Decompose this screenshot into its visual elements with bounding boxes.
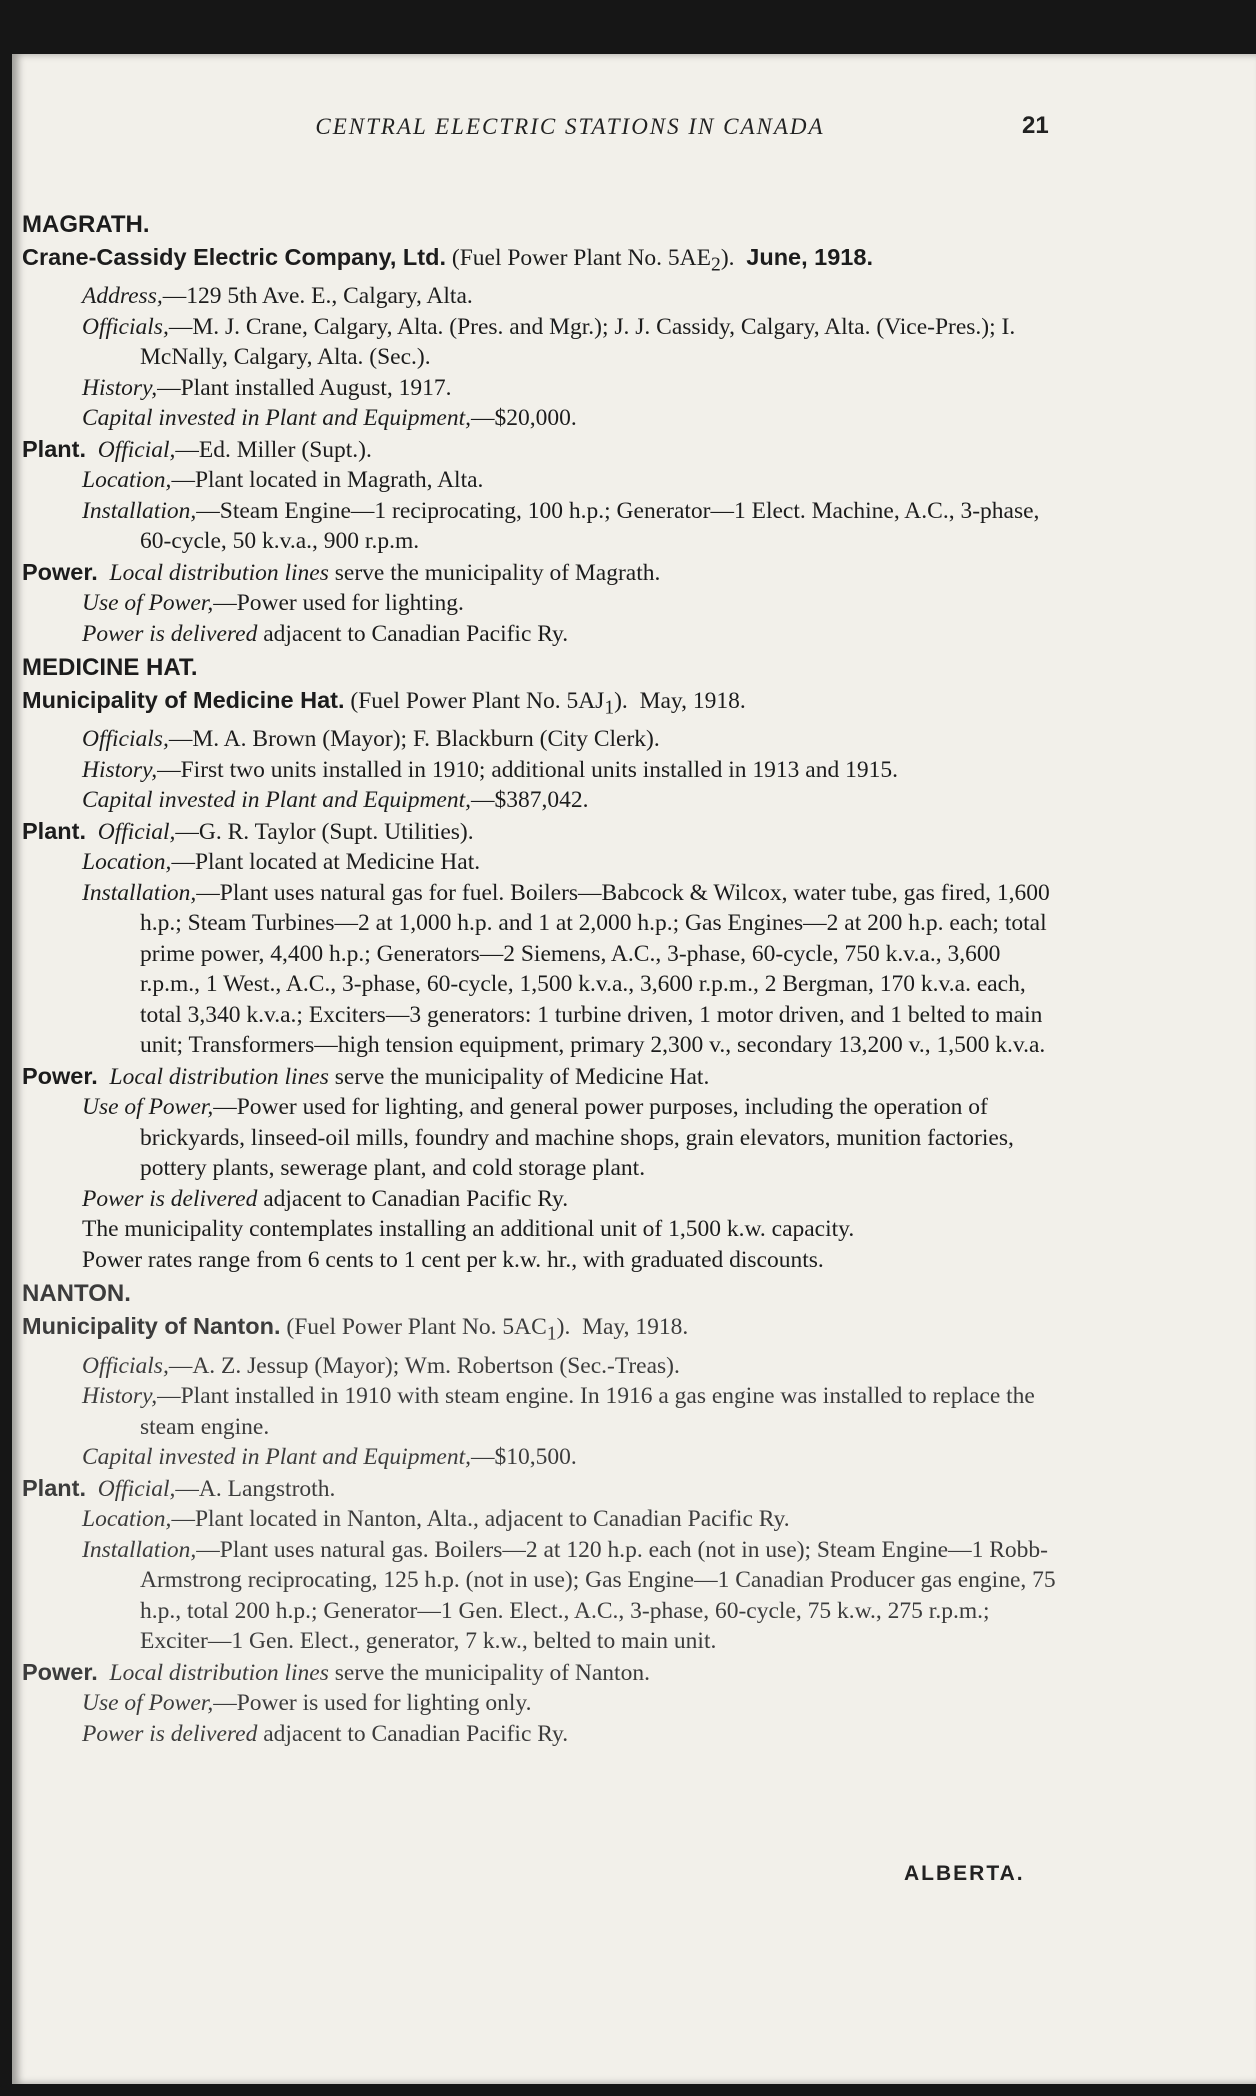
plant-official-label: Official, [97, 1475, 176, 1502]
history-label: History, [82, 756, 158, 783]
use-value: —Power used for lighting. [213, 590, 464, 617]
power-line [22, 1061, 1062, 1093]
delivered-value: adjacent to Canadian Pacific Ry. [257, 1720, 569, 1747]
plant-line [22, 434, 1062, 466]
company-plant-number-end: ). [720, 245, 735, 271]
company-name: Municipality of Nanton. [22, 1313, 281, 1340]
delivered-label: Power is delivered [82, 1720, 258, 1747]
capital-line [22, 403, 1062, 434]
delivered-line [22, 1184, 1062, 1215]
company-name: Crane-Cassidy Electric Company, Ltd. [22, 244, 446, 270]
officials-value: —A. Z. Jessup (Mayor); Wm. Robertson (Sec.-Treas). [168, 1352, 680, 1379]
province-footer: ALBERTA. [904, 1862, 1025, 1885]
capital-line [22, 785, 1062, 816]
section-magrath [22, 210, 1062, 649]
plant-line [22, 1473, 1062, 1505]
address-value: —129 5th Ave. E., Calgary, Alta. [162, 283, 473, 310]
distribution-value: serve the municipality of Nanton. [328, 1659, 650, 1686]
location-line [22, 465, 1062, 496]
company-plant-number-end: ). [614, 688, 628, 715]
plant-official-value: —G. R. Taylor (Supt. Utilities). [175, 818, 474, 845]
history-line [22, 373, 1062, 404]
location-line [22, 1504, 1062, 1535]
power-label: Power. [22, 558, 98, 585]
capital-value: —$20,000. [471, 405, 577, 432]
distribution-value: serve the municipality of Medicine Hat. [328, 1063, 710, 1090]
company-entry [22, 685, 1062, 724]
history-label: History, [82, 374, 158, 401]
installation-value: —Plant uses natural gas for fuel. Boilers—Babcock & Wilcox, water tube, gas fired, 1,600 h.p.; Steam Turbines—2 at 1,000 h.p. and 1 at 2,000 h.p.; Gas Engines—2 at 200 h.p. each; total prime power, 4,400 h.p.; Generators—2 Siemens, A.C., 3-phase, 60-cycle, 750 k.v.a., 3,600 r.p.m., 1 West., A.C., 3-phase, 60-cycle, 1,500 k.v.a., 3,600 r.p.m., 2 Bergman, 170 k.v.a. each, total 3,340 k.v.a.; Exciters—3 generators: 1 turbine driven, 1 motor driven, and 1 belted to main unit; Transformers—high tension equipment, primary 2,300 v., secondary 13,200 v., 1,500 k.v.a. [140, 879, 1050, 1059]
location-value: —Plant located in Magrath, Alta. [171, 467, 484, 494]
delivered-line [22, 619, 1062, 650]
section-medicine-hat [22, 653, 1062, 1275]
history-line [22, 755, 1062, 786]
company-plant-number-subscript: 1 [604, 697, 615, 719]
capital-label: Capital invested in Plant and Equipment, [82, 405, 472, 432]
page-number: 21 [1022, 112, 1049, 139]
use-line [22, 1092, 1062, 1184]
company-plant-number: (Fuel Power Plant No. 5AC [280, 1314, 547, 1341]
company-plant-number-subscript: 1 [546, 1324, 557, 1346]
delivered-value: adjacent to Canadian Pacific Ry. [257, 620, 569, 647]
power-line [22, 1657, 1062, 1689]
officials-line [22, 1351, 1062, 1382]
distribution-label: Local distribution lines [109, 1659, 329, 1686]
history-value: —Plant installed August, 1917. [157, 374, 452, 401]
installation-value: —Steam Engine—1 reciprocating, 100 h.p.; Generator—1 Elect. Machine, A.C., 3-phase, 60-cycle, 50 k.v.a., 900 r.p.m. [140, 497, 1040, 555]
use-value: —Power is used for lighting only. [213, 1690, 532, 1717]
installation-line [22, 1535, 1062, 1657]
history-value: —First two units installed in 1910; additional units installed in 1913 and 1915. [157, 756, 898, 783]
delivered-line [22, 1719, 1062, 1750]
use-label: Use of Power, [82, 1094, 214, 1121]
installation-line [22, 878, 1062, 1061]
installation-value: —Plant uses natural gas. Boilers—2 at 120 h.p. each (not in use); Steam Engine—1 Robb-Armstrong reciprocating, 125 h.p. (not in use); Gas Engine—1 Canadian Producer gas engine, 75 h.p., total 200 h.p.; Generator—1 Gen. Elect., A.C., 3-phase, 60-cycle, 75 k.w., 275 r.p.m.; Exciter—1 Gen. Elect., generator, 7 k.w., belted to main unit. [140, 1536, 1056, 1655]
officials-value: —M. J. Crane, Calgary, Alta. (Pres. and Mgr.); J. J. Cassidy, Calgary, Alta. (Vice-Pres.); I. McNally, Calgary, Alta. (Sec.). [140, 313, 1016, 371]
delivered-label: Power is delivered [82, 1185, 258, 1212]
company-name: Municipality of Medicine Hat. [22, 687, 345, 714]
plant-label: Plant. [22, 1474, 86, 1501]
location-line [22, 847, 1062, 878]
distribution-label: Local distribution lines [109, 1063, 329, 1090]
installation-label: Installation, [82, 1536, 197, 1563]
officials-value: —M. A. Brown (Mayor); F. Blackburn (City Clerk). [168, 726, 660, 753]
power-line [22, 557, 1062, 589]
plant-official-label: Official, [97, 436, 176, 463]
company-plant-number-end: ). [556, 1314, 571, 1341]
section-heading: NANTON. [22, 1280, 131, 1308]
delivered-label: Power is delivered [82, 620, 258, 647]
section-heading: MEDICINE HAT. [22, 654, 198, 682]
use-value: —Power used for lighting, and general power purposes, including the operation of brickyards, linseed-oil mills, foundry and machine shops, grain elevators, munition factories, pottery plants, sewerage plant, and cold storage plant. [140, 1094, 1014, 1182]
section-heading: MAGRATH. [22, 211, 150, 238]
capital-value: —$387,042. [471, 787, 589, 814]
officials-line [22, 724, 1062, 755]
distribution-label: Local distribution lines [109, 559, 329, 586]
address-label: Address, [82, 283, 163, 310]
running-title: CENTRAL ELECTRIC STATIONS IN CANADA [315, 114, 825, 139]
company-plant-number: (Fuel Power Plant No. 5AJ [344, 688, 605, 715]
company-date: May, 1918. [582, 1314, 689, 1341]
location-label: Location, [82, 849, 172, 876]
company-date: June, 1918. [746, 244, 873, 270]
location-label: Location, [82, 467, 172, 494]
capital-line [22, 1442, 1062, 1473]
officials-label: Officials, [82, 313, 169, 340]
history-line [22, 1381, 1062, 1442]
power-label: Power. [22, 1062, 98, 1089]
officials-line [22, 312, 1062, 373]
history-value: —Plant installed in 1910 with steam engine. In 1916 a gas engine was installed to replace the steam engine. [140, 1383, 1035, 1440]
history-label: History, [82, 1383, 158, 1410]
use-line [22, 1688, 1062, 1719]
delivered-value: adjacent to Canadian Pacific Ry. [257, 1185, 569, 1212]
address-line [22, 281, 1062, 312]
company-entry [22, 1311, 1062, 1350]
capital-label: Capital invested in Plant and Equipment, [82, 787, 472, 814]
officials-label: Officials, [82, 1352, 169, 1379]
plant-official-label: Official, [97, 818, 176, 845]
distribution-value: serve the municipality of Magrath. [328, 559, 661, 586]
company-date: May, 1918. [639, 688, 746, 715]
note-line: Power rates range from 6 cents to 1 cent per k.w. hr., with graduated discounts. [82, 1246, 824, 1273]
use-label: Use of Power, [82, 1690, 214, 1717]
power-label: Power. [22, 1658, 98, 1685]
officials-label: Officials, [82, 726, 169, 753]
capital-value: —$10,500. [471, 1444, 577, 1471]
plant-label: Plant. [22, 817, 86, 844]
location-value: —Plant located in Nanton, Alta., adjacent to Canadian Pacific Ry. [171, 1506, 790, 1533]
plant-official-value: —Ed. Miller (Supt.). [175, 436, 372, 463]
plant-official-value: —A. Langstroth. [175, 1475, 336, 1502]
company-plant-number: (Fuel Power Plant No. 5AE [446, 245, 712, 271]
use-line [22, 588, 1062, 619]
section-nanton [22, 1279, 1062, 1749]
plant-line [22, 816, 1062, 848]
plant-label: Plant. [22, 435, 86, 462]
location-label: Location, [82, 1506, 172, 1533]
page-body [22, 110, 1062, 1749]
company-entry [22, 242, 1062, 281]
installation-line [22, 496, 1062, 557]
company-plant-number-subscript: 2 [711, 254, 721, 276]
installation-label: Installation, [82, 497, 197, 524]
location-value: —Plant located at Medicine Hat. [171, 849, 481, 876]
installation-label: Installation, [82, 879, 197, 906]
capital-label: Capital invested in Plant and Equipment, [82, 1444, 472, 1471]
use-label: Use of Power, [82, 590, 214, 617]
note-line: The municipality contemplates installing an additional unit of 1,500 k.w. capacity. [82, 1216, 855, 1243]
